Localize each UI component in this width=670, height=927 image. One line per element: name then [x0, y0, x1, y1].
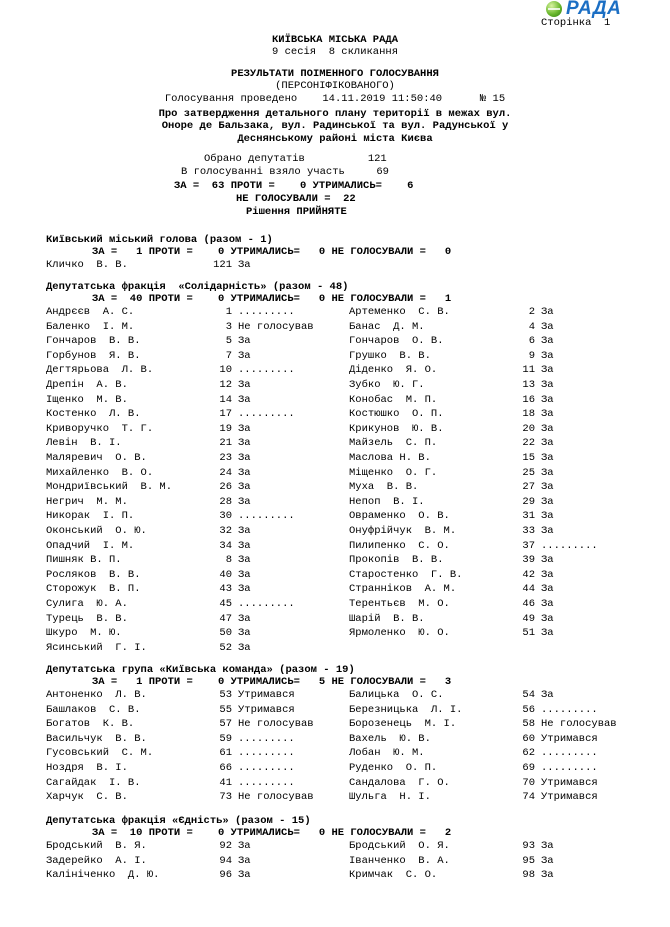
deputy-name: Сандалова Г. О.	[349, 776, 450, 789]
deputy-number: 20	[522, 422, 535, 435]
deputy-vote: За	[238, 452, 251, 464]
deputy-number: 55	[219, 703, 232, 716]
deputy-number: 34	[219, 539, 232, 552]
deputy-name: Гончаров О. В.	[349, 335, 444, 348]
deputy-number: 73	[219, 791, 232, 804]
topic-line-1: Про затвердження детального плану території в межах вул.	[158, 108, 512, 120]
deputy-name: Крикунов Ю. В.	[349, 422, 444, 435]
report-title: РЕЗУЛЬТАТИ ПОІМЕННОГО ГОЛОСУВАННЯ	[231, 68, 439, 80]
deputy-vote: За	[541, 854, 554, 867]
deputy-number: 16	[522, 393, 535, 406]
deputy-name: Старостенко Г. В.	[349, 568, 463, 581]
deputy-number: 57	[219, 718, 232, 731]
deputy-vote: .........	[541, 703, 598, 716]
deputy-name: Кримчак С. О.	[349, 869, 438, 882]
deputy-vote: За	[541, 437, 554, 450]
deputy-number: 66	[219, 762, 232, 774]
rada-logo-icon	[546, 1, 562, 17]
deputy-name: Маляревич О. В.	[46, 452, 147, 464]
deputy-number: 17	[219, 408, 232, 421]
deputy-number: 52	[219, 641, 232, 654]
deputy-name: Баленко І. М.	[46, 320, 135, 333]
deputy-name: Сагайдак І. В.	[46, 776, 141, 789]
deputy-name: Міщенко О. Г.	[349, 466, 438, 479]
deputy-number: 13	[522, 379, 535, 391]
deputy-number: 60	[522, 732, 535, 745]
deputy-name: Левін В. І.	[46, 437, 122, 450]
deputy-number: 6	[528, 335, 535, 348]
deputy-vote: .........	[541, 762, 598, 774]
deputy-name: Овраменко О. В.	[349, 510, 450, 523]
deputy-number: 93	[522, 840, 535, 852]
deputy-name: Дрепін А. В.	[46, 379, 128, 391]
deputy-number: 32	[219, 525, 232, 537]
deputy-name: Майзель С. П.	[349, 437, 438, 450]
deputy-name: Вахель Ю. В.	[349, 732, 431, 745]
deputy-name: Артеменко С. В.	[349, 306, 450, 318]
deputy-vote: За	[238, 349, 251, 362]
deputy-number: 47	[219, 612, 232, 625]
deputy-vote: Утримався	[541, 776, 598, 789]
deputy-name: Гусовський С. М.	[46, 747, 154, 760]
deputy-number: 11	[522, 364, 535, 377]
deputy-vote: За	[238, 568, 251, 581]
vote-totals: ЗА = 63 ПРОТИ = 0 УТРИМАЛИСЬ= 6	[174, 180, 414, 192]
deputy-vote: За	[541, 627, 554, 640]
deputy-number: 54	[522, 689, 535, 701]
deputy-vote: За	[238, 840, 251, 852]
decision: Рішення ПРИЙНЯТЕ	[246, 206, 347, 218]
deputy-vote: За	[238, 583, 251, 596]
deputy-name: Мондриївський В. М.	[46, 481, 173, 494]
deputy-vote: Утримався	[238, 703, 295, 716]
deputy-name: Руденко О. П.	[349, 762, 438, 774]
deputy-number: 22	[522, 437, 535, 450]
deputy-number: 27	[522, 481, 535, 494]
deputy-vote: За	[238, 259, 251, 271]
deputy-vote: За	[238, 495, 251, 508]
section-summary: ЗА = 40 ПРОТИ = 0 УТРИМАЛИСЬ= 0 НЕ ГОЛОСУВАЛИ = 1	[92, 293, 452, 305]
deputy-number: 43	[219, 583, 232, 596]
section-title: Депутатська фракція «Єдність» (разом - 15)	[46, 815, 311, 827]
deputy-name: Странніков А. М.	[349, 583, 457, 596]
session-info: 9 сесія 8 скликання	[271, 46, 399, 58]
deputy-vote: Утримався	[541, 732, 598, 745]
deputy-number: 46	[522, 598, 535, 610]
deputy-vote: За	[541, 452, 554, 464]
deputy-vote: За	[541, 306, 554, 318]
deputy-name: Маслова Н. В.	[349, 452, 431, 464]
deputy-vote: Не голосував	[238, 791, 314, 804]
deputy-name: Опадчий І. М.	[46, 539, 135, 552]
section-summary: ЗА = 1 ПРОТИ = 0 УТРИМАЛИСЬ= 5 НЕ ГОЛОСУВАЛИ = 3	[92, 676, 452, 688]
deputy-name: Бродський В. Я.	[46, 840, 147, 852]
deputy-name: Ярмоленко Ю. О.	[349, 627, 450, 640]
deputy-number: 61	[219, 747, 232, 760]
deputy-name: Діденко Я. О.	[349, 364, 438, 377]
deputy-vote: За	[541, 364, 554, 377]
deputy-name: Шкуро М. Ю.	[46, 627, 122, 640]
deputy-name: Березницька Л. І.	[349, 703, 463, 716]
deputy-name: Терентьєв М. О.	[349, 598, 450, 610]
section-summary: ЗА = 10 ПРОТИ = 0 УТРИМАЛИСЬ= 0 НЕ ГОЛОСУВАЛИ = 2	[92, 827, 452, 839]
deputy-number: 95	[522, 854, 535, 867]
deputy-name: Сулига Ю. А.	[46, 598, 128, 610]
deputy-number: 1	[225, 306, 232, 318]
deputy-name: Зубко Ю. Г.	[349, 379, 425, 391]
deputy-number: 74	[522, 791, 535, 804]
deputy-vote: .........	[541, 747, 598, 760]
elected-count: Обрано депутатів 121	[204, 153, 387, 165]
participated-count: В голосуванні взяло участь 69	[181, 166, 389, 178]
deputy-vote: За	[541, 495, 554, 508]
deputy-vote: .........	[238, 732, 295, 745]
deputy-vote: За	[238, 437, 251, 450]
deputy-number: 7	[225, 349, 232, 362]
deputy-vote: За	[238, 854, 251, 867]
deputy-name: Харчук С. В.	[46, 791, 128, 804]
deputy-name: Негрич М. М.	[46, 495, 128, 508]
deputy-vote: За	[238, 525, 251, 537]
deputy-number: 29	[522, 495, 535, 508]
deputy-vote: За	[541, 689, 554, 701]
deputy-name: Іванченко В. А.	[349, 854, 450, 867]
deputy-number: 40	[219, 568, 232, 581]
council-title: КИЇВСЬКА МІСЬКА РАДА	[271, 34, 399, 46]
deputy-number: 121	[213, 259, 232, 271]
topic-line-3: Деснянському районі міста Києва	[237, 133, 433, 145]
deputy-number: 56	[522, 703, 535, 716]
deputy-vote: За	[541, 554, 554, 567]
deputy-name: Грушко В. В.	[349, 349, 431, 362]
deputy-number: 12	[219, 379, 232, 391]
logo-text: РАДА	[566, 0, 622, 19]
section-summary: ЗА = 1 ПРОТИ = 0 УТРИМАЛИСЬ= 0 НЕ ГОЛОСУВАЛИ = 0	[92, 246, 452, 258]
deputy-name: Никорак І. П.	[46, 510, 135, 523]
deputy-name: Дегтярьова Л. В.	[46, 364, 154, 377]
deputy-name: Костюшко О. П.	[349, 408, 444, 421]
deputy-number: 58	[522, 718, 535, 731]
deputy-vote: За	[541, 335, 554, 348]
deputy-name: Пилипенко С. О.	[349, 539, 450, 552]
deputy-number: 70	[522, 776, 535, 789]
deputy-number: 3	[225, 320, 232, 333]
deputy-name: Криворучко Т. Г.	[46, 422, 154, 435]
deputy-name: Шарій В. В.	[349, 612, 425, 625]
deputy-vote: За	[238, 627, 251, 640]
deputy-vote: За	[541, 379, 554, 391]
deputy-name: Антоненко Л. В.	[46, 689, 147, 701]
deputy-name: Борозенець М. І.	[349, 718, 457, 731]
deputy-vote: .........	[238, 408, 295, 421]
deputy-vote: За	[238, 422, 251, 435]
section-title: Київський міський голова (разом - 1)	[46, 234, 273, 246]
deputy-vote: За	[541, 612, 554, 625]
section-title: Депутатська група «Київська команда» (разом - 19)	[46, 664, 355, 676]
deputy-number: 25	[522, 466, 535, 479]
deputy-name: Задерейко А. І.	[46, 854, 147, 867]
deputy-vote: За	[238, 539, 251, 552]
deputy-vote: За	[238, 641, 251, 654]
deputy-name: Прокопів В. В.	[349, 554, 444, 567]
deputy-number: 23	[219, 452, 232, 464]
deputy-vote: За	[541, 840, 554, 852]
topic-line-2: Оноре де Бальзака, вул. Радинської та вул. Радунської у	[161, 120, 509, 132]
deputy-vote: За	[541, 525, 554, 537]
deputy-number: 2	[528, 306, 535, 318]
deputy-vote: Не голосував	[238, 718, 314, 731]
deputy-name: Богатов К. В.	[46, 718, 135, 731]
deputy-name: Банас Д. М.	[349, 320, 425, 333]
deputy-number: 21	[219, 437, 232, 450]
deputy-vote: За	[238, 554, 251, 567]
deputy-name: Калініченко Д. Ю.	[46, 869, 160, 882]
deputy-name: Кличко В. В.	[46, 259, 128, 271]
deputy-vote: Утримався	[238, 689, 295, 701]
deputy-vote: За	[238, 481, 251, 494]
deputy-number: 51	[522, 627, 535, 640]
deputy-vote: За	[238, 393, 251, 406]
deputy-name: Конобас М. П.	[349, 393, 438, 406]
deputy-number: 28	[219, 495, 232, 508]
deputy-name: Турець В. В.	[46, 612, 128, 625]
deputy-vote: Утримався	[541, 791, 598, 804]
not-voted-total: НЕ ГОЛОСУВАЛИ = 22	[236, 193, 356, 205]
deputy-number: 59	[219, 732, 232, 745]
deputy-vote: .........	[238, 747, 295, 760]
deputy-number: 94	[219, 854, 232, 867]
section-title: Депутатська фракція «Солідарність» (разом - 48)	[46, 281, 349, 293]
deputy-number: 18	[522, 408, 535, 421]
deputy-vote: .........	[541, 539, 598, 552]
deputy-vote: .........	[238, 306, 295, 318]
deputy-name: Непоп В. І.	[349, 495, 425, 508]
deputy-vote: .........	[238, 762, 295, 774]
page-number: Сторінка 1	[541, 17, 611, 29]
deputy-number: 92	[219, 840, 232, 852]
deputy-vote: За	[541, 598, 554, 610]
deputy-number: 69	[522, 762, 535, 774]
deputy-number: 14	[219, 393, 232, 406]
deputy-vote: За	[238, 335, 251, 348]
deputy-name: Горбунов Я. В.	[46, 349, 141, 362]
deputy-number: 45	[219, 598, 232, 610]
deputy-name: Костенко Л. В.	[46, 408, 141, 421]
deputy-vote: .........	[238, 510, 295, 523]
deputy-vote: За	[238, 612, 251, 625]
deputy-number: 24	[219, 466, 232, 479]
deputy-number: 10	[219, 364, 232, 377]
deputy-number: 26	[219, 481, 232, 494]
deputy-name: Гончаров В. В.	[46, 335, 141, 348]
deputy-vote: За	[541, 568, 554, 581]
deputy-vote: .........	[238, 364, 295, 377]
deputy-vote: За	[238, 466, 251, 479]
deputy-number: 41	[219, 776, 232, 789]
deputy-name: Васильчук В. В.	[46, 732, 147, 745]
deputy-number: 5	[225, 335, 232, 348]
deputy-number: 62	[522, 747, 535, 760]
deputy-number: 42	[522, 568, 535, 581]
deputy-vote: За	[541, 320, 554, 333]
deputy-vote: За	[541, 349, 554, 362]
deputy-number: 96	[219, 869, 232, 882]
deputy-number: 44	[522, 583, 535, 596]
deputy-number: 49	[522, 612, 535, 625]
deputy-name: Ноздря В. І.	[46, 762, 128, 774]
deputy-vote: .........	[238, 598, 295, 610]
deputy-name: Михайленко В. О.	[46, 466, 154, 479]
deputy-name: Ясинський Г. І.	[46, 641, 147, 654]
deputy-name: Башлаков С. В.	[46, 703, 141, 716]
deputy-number: 31	[522, 510, 535, 523]
deputy-vote: Не голосував	[238, 320, 314, 333]
deputy-vote: Не голосував	[541, 718, 617, 731]
deputy-name: Муха В. В.	[349, 481, 419, 494]
deputy-vote: За	[238, 869, 251, 882]
deputy-number: 50	[219, 627, 232, 640]
deputy-name: Бродський О. Я.	[349, 840, 450, 852]
deputy-vote: .........	[238, 776, 295, 789]
deputy-number: 33	[522, 525, 535, 537]
deputy-number: 98	[522, 869, 535, 882]
deputy-number: 37	[522, 539, 535, 552]
deputy-vote: За	[541, 869, 554, 882]
deputy-vote: За	[541, 408, 554, 421]
deputy-name: Лобан Ю. М.	[349, 747, 425, 760]
deputy-name: Пишняк В. П.	[46, 554, 122, 567]
deputy-vote: За	[541, 393, 554, 406]
deputy-vote: За	[541, 481, 554, 494]
report-subtitle: (ПЕРСОНІФІКОВАНОГО)	[275, 80, 395, 92]
deputy-name: Сторожук В. П.	[46, 583, 141, 596]
deputy-vote: За	[541, 510, 554, 523]
deputy-number: 15	[522, 452, 535, 464]
deputy-number: 4	[528, 320, 535, 333]
deputy-number: 9	[528, 349, 535, 362]
deputy-number: 8	[225, 554, 232, 567]
deputy-number: 30	[219, 510, 232, 523]
deputy-vote: За	[238, 379, 251, 391]
deputy-name: Оконський О. Ю.	[46, 525, 147, 537]
deputy-vote: За	[541, 422, 554, 435]
deputy-name: Іщенко М. В.	[46, 393, 128, 406]
deputy-name: Шульга Н. І.	[349, 791, 431, 804]
deputy-name: Росляков В. В.	[46, 568, 141, 581]
deputy-name: Балицька О. С.	[349, 689, 444, 701]
deputy-number: 39	[522, 554, 535, 567]
vote-datetime: Голосування проведено 14.11.2019 11:50:40 № 15	[164, 93, 506, 105]
deputy-vote: За	[541, 583, 554, 596]
deputy-number: 19	[219, 422, 232, 435]
deputy-name: Онуфрійчук В. М.	[349, 525, 457, 537]
deputy-vote: За	[541, 466, 554, 479]
deputy-number: 53	[219, 689, 232, 701]
deputy-name: Андрєєв А. С.	[46, 306, 135, 318]
